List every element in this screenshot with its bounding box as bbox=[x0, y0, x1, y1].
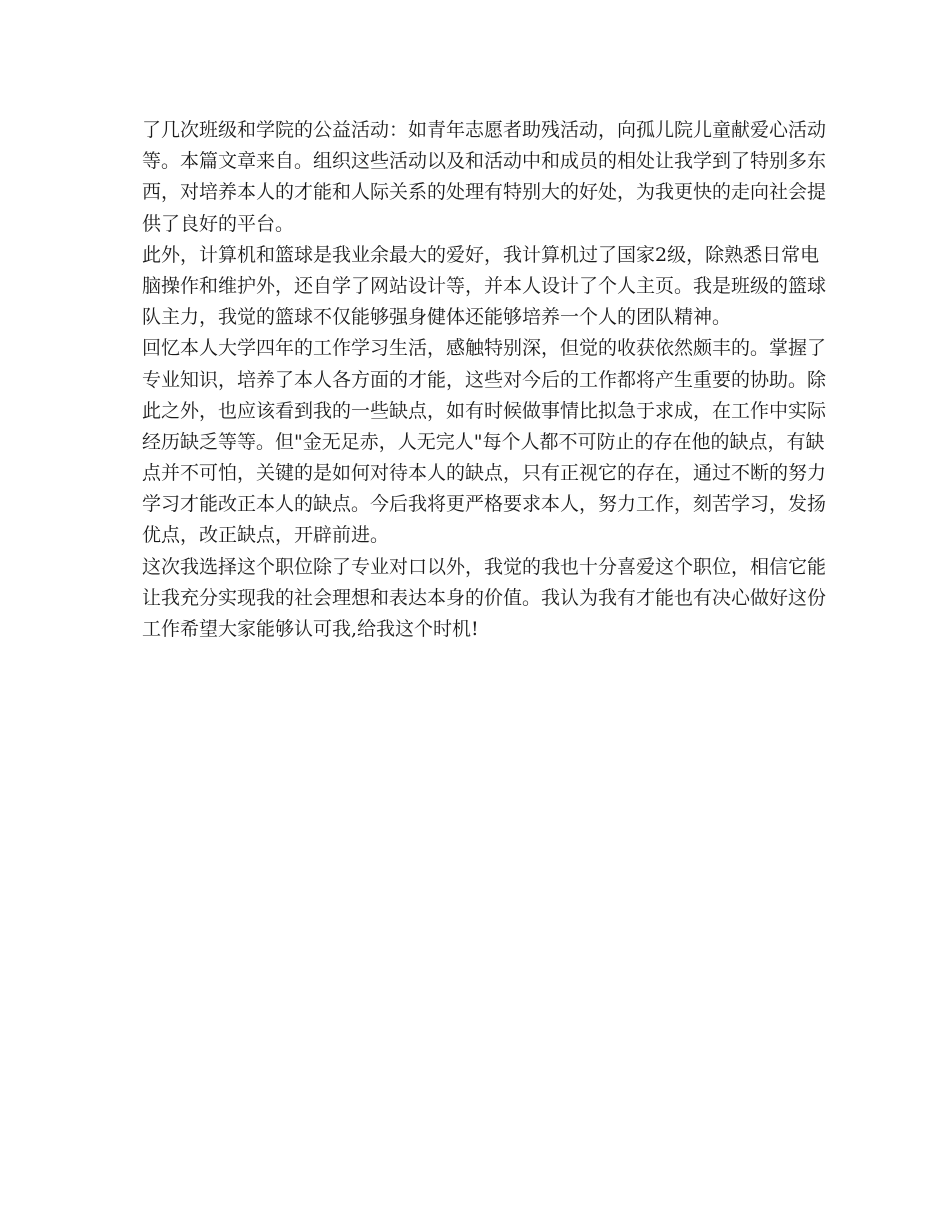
text-line: 此之外，也应该看到我的一些缺点，如有时候做事情比拟急于求成，在工作中实际 bbox=[142, 399, 827, 422]
paragraph-public-welfare bbox=[142, 115, 827, 240]
text-line: 等。本篇文章来自。组织这些活动以及和活动中和成员的相处让我学到了特别多东 bbox=[142, 150, 827, 173]
text-line: 此外，计算机和篮球是我业余最大的爱好，我计算机过了国家2级，除熟悉日常电 bbox=[142, 243, 820, 266]
text-line: 工作希望大家能够认可我,给我这个时机! bbox=[142, 618, 479, 640]
paragraph-reflection bbox=[142, 333, 827, 551]
text-line: 点并不可怕，关键的是如何对待本人的缺点，只有正视它的存在，通过不断的努力 bbox=[142, 462, 827, 485]
text-line: 经历缺乏等等。但"金无足赤，人无完人"每个人都不可防止的存在他的缺点，有缺 bbox=[142, 430, 825, 453]
text-line: 供了良好的平台。 bbox=[142, 212, 295, 235]
paragraph-hobbies bbox=[142, 240, 827, 334]
text-line: 西，对培养本人的才能和人际关系的处理有特别大的好处，为我更快的走向社会提 bbox=[142, 181, 827, 204]
text-line: 专业知识，培养了本人各方面的才能，这些对今后的工作都将产生重要的协助。除 bbox=[142, 368, 827, 391]
text-line: 了几次班级和学院的公益活动：如青年志愿者助残活动，向孤儿院儿童献爱心活动 bbox=[142, 119, 827, 141]
text-line: 脑操作和维护外，还自学了网站设计等，并本人设计了个人主页。我是班级的篮球 bbox=[142, 274, 827, 297]
text-line: 学习才能改正本人的缺点。今后我将更严格要求本人，努力工作，刻苦学习，发扬 bbox=[142, 493, 827, 516]
document-body bbox=[142, 115, 827, 645]
text-line: 这次我选择这个职位除了专业对口以外，我觉的我也十分喜爱这个职位，相信它能 bbox=[142, 555, 827, 578]
text-line: 优点，改正缺点，开辟前进。 bbox=[142, 524, 390, 547]
text-line: 回忆本人大学四年的工作学习生活，感触特别深，但觉的收获依然颇丰的。掌握了 bbox=[142, 337, 827, 360]
paragraph-conclusion bbox=[142, 552, 827, 646]
text-line: 让我充分实现我的社会理想和表达本身的价值。我认为我有才能也有决心做好这份 bbox=[142, 586, 827, 609]
text-line: 队主力，我觉的篮球不仅能够强身健体还能够培养一个人的团队精神。 bbox=[142, 306, 732, 329]
